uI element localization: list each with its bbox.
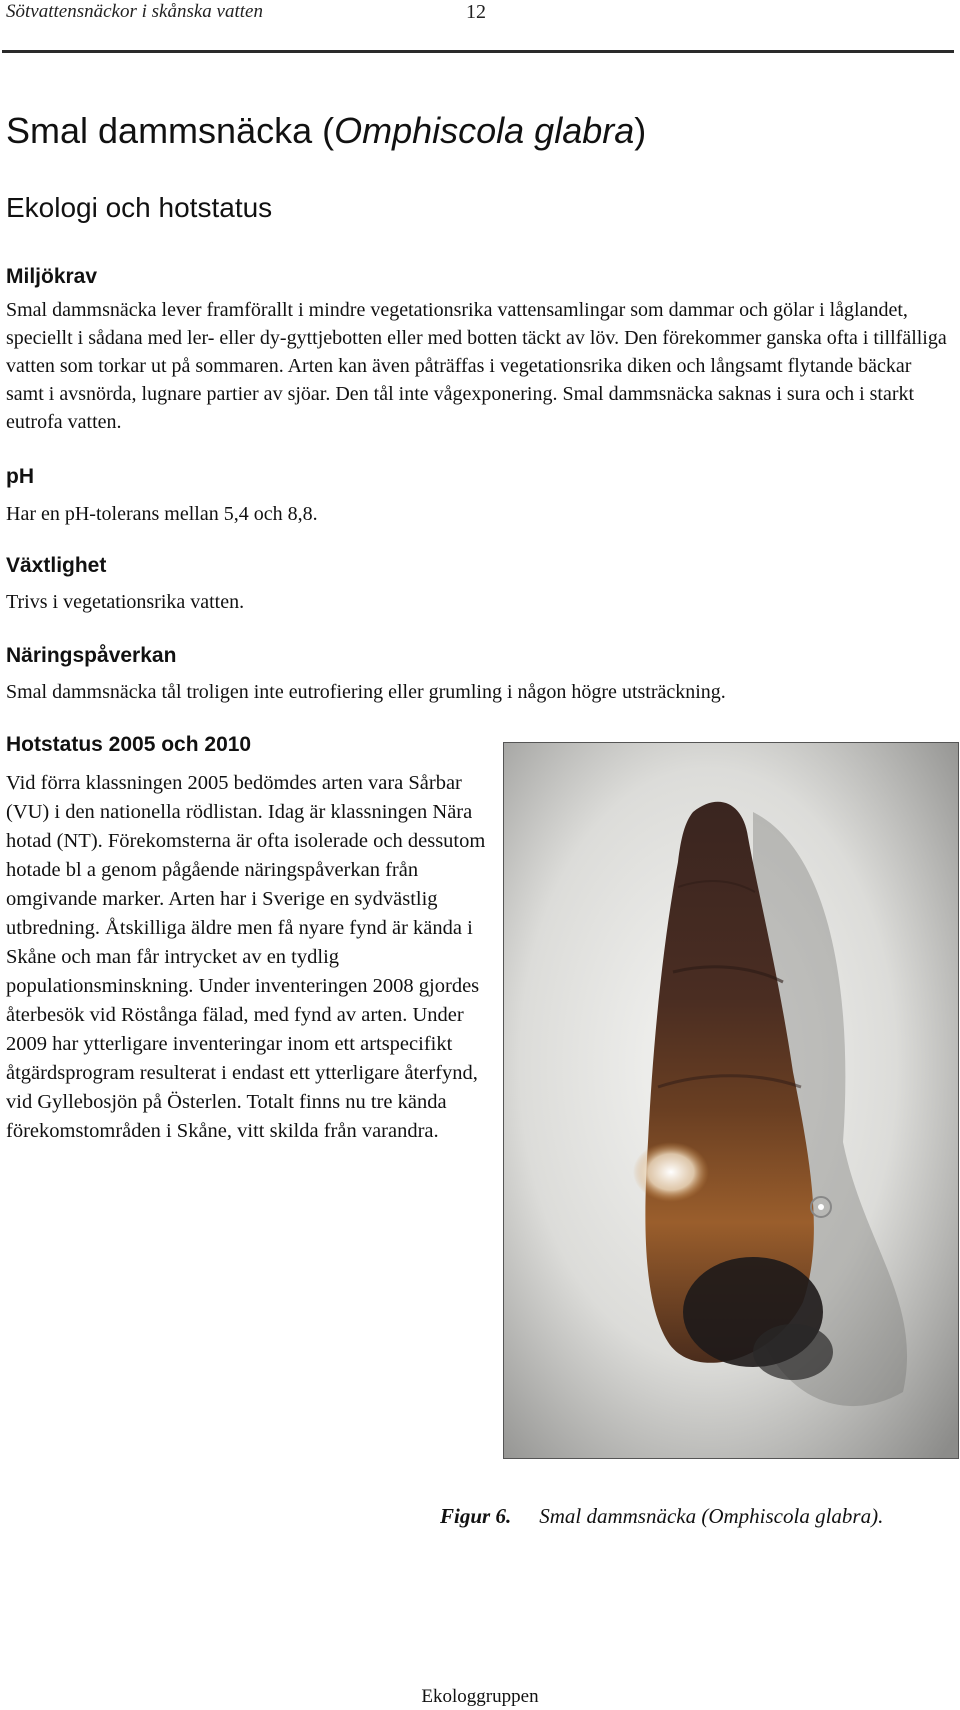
title-prefix: Smal dammsnäcka ( bbox=[6, 110, 335, 151]
title-latin-name: Omphiscola glabra bbox=[334, 110, 635, 151]
naringspaverkan-text: Smal dammsnäcka tål troligen inte eutrofiering eller grumling i någon högre utsträckning. bbox=[6, 681, 726, 703]
running-header bbox=[0, 0, 955, 54]
page-title bbox=[6, 110, 646, 152]
naringspaverkan-heading: Näringspåverkan bbox=[6, 644, 177, 667]
figure-caption bbox=[440, 1504, 883, 1529]
footer-text: Ekologgruppen bbox=[421, 1686, 539, 1707]
miljokrav-heading: Miljökrav bbox=[6, 265, 98, 288]
figure-label: Figur 6. bbox=[440, 1504, 512, 1528]
miljokrav-text: Smal dammsnäcka lever framförallt i mindre vegetationsrika vattensamlingar som dammar och gölar i låglandet, speciellt i sådana med ler- eller dy-gyttjebotten eller med botten täckt av löv. Den förekommer ganska ofta i tillfälliga vatten som torkar ut på sommaren. Arten kan även påträffas i vegetationsrika diken och långsamt flytande bäckar samt i avsnörda, lugnare partier av sjöar. Den tål inte vågexponering. Smal dammsnäcka saknas i sura och i starkt eutrofa vatten. bbox=[6, 299, 947, 433]
figure-caption-text: Smal dammsnäcka (Omphiscola glabra). bbox=[539, 1504, 884, 1528]
hotstatus-text: Vid förra klassningen 2005 bedömdes arten vara Sårbar (VU) i den nationella rödlistan. Idag är klassningen Nära hotad (NT). Förekomsterna är ofta isolerade och dessutom hotade bl a genom pågående näringspåverkan från omgivande marker. Arten har i Sverige en sydvästlig utbredning. Åtskilliga äldre men få nyare fynd är kända i Skåne och man får intrycket av en tydlig populationsminskning. Under inventeringen 2008 gjordes återbesök vid Röstånga fälad, med fynd av arten. Under 2009 har ytterligare inventeringar inom ett artspecifikt åtgärdsprogram resulterat i endast ett ytterligare återfynd, vid Gyllebosjön på Österlen. Totalt finns nu tre kända förekomstområden i Skåne, vitt skilda från varandra. bbox=[6, 772, 486, 1142]
vaxtlighet-text: Trivs i vegetationsrika vatten. bbox=[6, 591, 245, 613]
vaxtlighet-heading: Växtlighet bbox=[6, 554, 107, 577]
title-suffix: ) bbox=[634, 110, 647, 151]
page-number: 12 bbox=[466, 1, 486, 23]
snail-photo bbox=[503, 742, 959, 1459]
hotstatus-heading: Hotstatus 2005 och 2010 bbox=[6, 733, 252, 756]
running-title: Sötvattensnäckor i skånska vatten bbox=[6, 1, 263, 22]
section-title: Ekologi och hotstatus bbox=[6, 192, 273, 223]
ph-heading: pH bbox=[6, 465, 34, 488]
ph-text: Har en pH-tolerans mellan 5,4 och 8,8. bbox=[6, 503, 318, 525]
header-rule bbox=[2, 50, 954, 53]
